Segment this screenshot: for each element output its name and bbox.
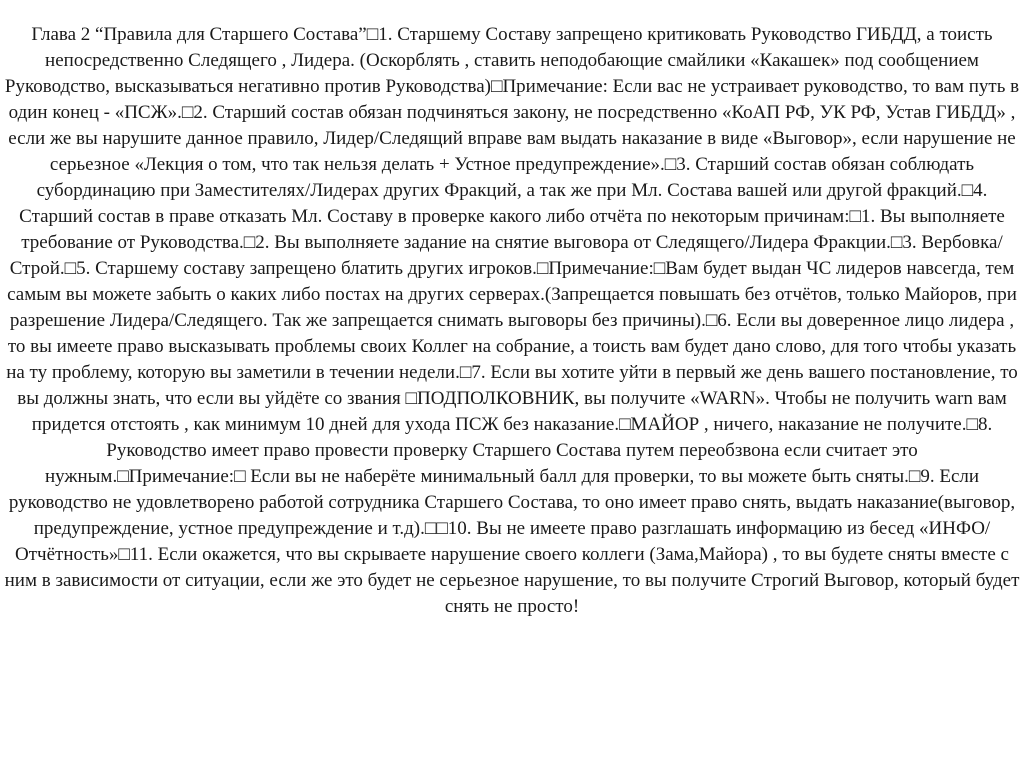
document-text: Глава 2 “Правила для Старшего Состава”□1. Старшему Составу запрещено критиковать Руководство ГИБДД, а тоисть непосредственно Следящего , Лидера. (Оскорблять , ставить неподобающие смайлики «Какашек» под сообщением Руководство, высказываться негативно против Руководства)□Примечание: Если вас не устраивает руководство, то вам путь в один конец - «ПСЖ».□2. Старший состав обязан подчиняться закону, не посредственно «КоАП РФ, УК РФ, Устав ГИБДД» , если же вы нарушите данное правило, Лидер/Следящий вправе вам выдать наказание в виде «Выговор», если нарушение не серьезное «Лекция о том, что так нельзя делать + Устное предупреждение».□3. Старший состав обязан соблюдать субординацию при Заместителях/Лидерах других Фракций, а так же при Мл. Состава вашей или другой фракций.□4. Старший состав в праве отказать Мл. Составу в проверке какого либо отчёта по некоторым причинам:□1. Вы выполняете требование от Руководства.□2. Вы выполняете задание на снятие выговора от Следящего/Лидера Фракции.□3. Вербовка/Строй.□5. Старшему составу запрещено блатить других игроков.□Примечание:□Вам будет выдан ЧС лидеров навсегда, тем самым вы можете забыть о каких либо постах на других серверах.(Запрещается повышать без отчётов, только Майоров, при разрешение Лидера/Следящего. Так же запрещается снимать выговоры без причины).□6. Если вы доверенное лицо лидера , то вы имеете право высказывать проблемы своих Коллег на собрание, а тоисть вам будет дано слово, для того чтобы указать на ту проблему, которую вы заметили в течении недели.□7. Если вы хотите уйти в первый же день вашего постановление, то вы должны знать, что если вы уйдёте со звания □ПОДПОЛКОВНИК, вы получите «WARN». Чтобы не получить warn вам придется отстоять , как минимум 10 дней для ухода ПСЖ без наказание.□МАЙОР , ничего, наказание не получите.□8. Руководство имеет право провести проверку Старшего Состава путем переобзвона если считает это нужным.□Примечание:□ Если вы не наберёте минимальный балл для проверки, то вы можете быть сняты.□9. Если руководство не удовлетворено работой сотрудника Старшего Состава, то оно имеет право снять, выдать наказание(выговор, предупреждение, устное предупреждение и т.д).□□10. Вы не имеете право разглашать информацию из бесед «ИНФО/Отчётность»□11. Если окажется, что вы скрываете нарушение своего коллеги (Зама,Майора) , то вы будете сняты вместе с ним в зависимости от ситуации, если же это будет не серьезное нарушение, то вы получите Строгий Выговор, который будет снять не просто! bbox=[4, 24, 1020, 617]
document-page bbox=[0, 22, 1024, 620]
